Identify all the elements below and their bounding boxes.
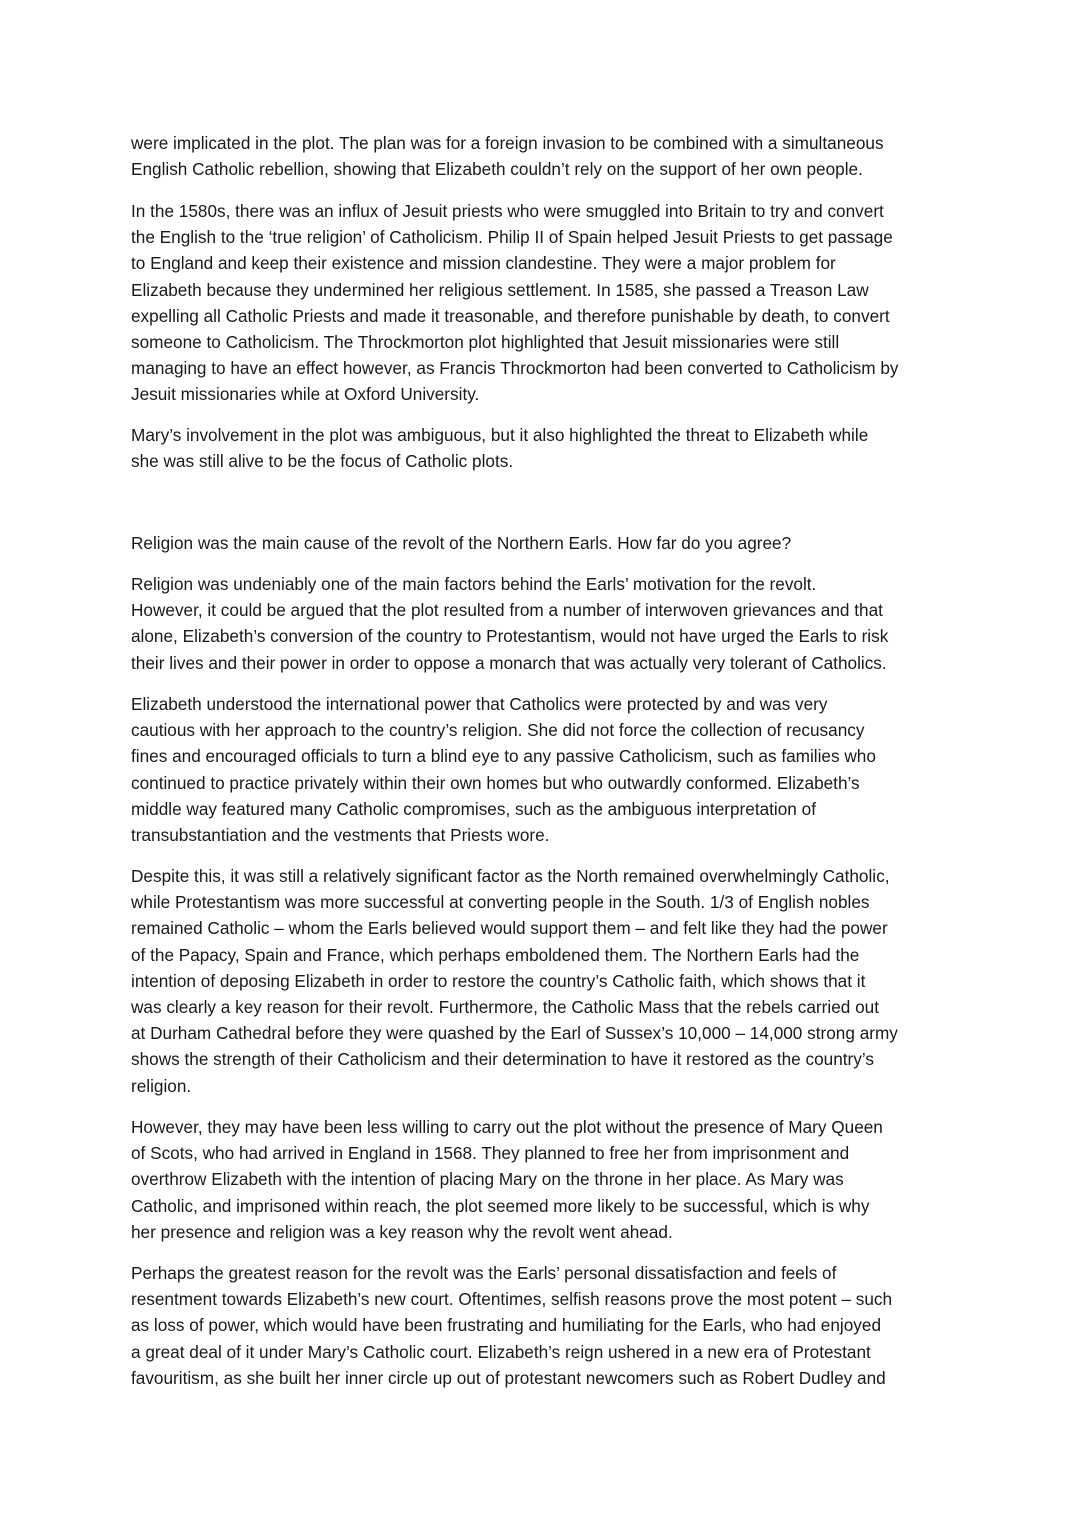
text-line: middle way featured many Catholic compromises, such as the ambiguous interpretation of bbox=[131, 798, 816, 819]
text-line: Mary’s involvement in the plot was ambiguous, but it also highlighted the threat to Elizabeth while bbox=[131, 425, 869, 445]
essay-question bbox=[131, 530, 961, 556]
text-line: Jesuit missionaries while at Oxford University. bbox=[131, 384, 480, 405]
text-line: at Durham Cathedral before they were quashed by the Earl of Sussex’s 10,000 – 14,000 strong army bbox=[131, 1023, 898, 1044]
paragraph-jesuit-priests bbox=[131, 198, 961, 408]
text-line: fines and encouraged officials to turn a blind eye to any passive Catholicism, such as families who bbox=[131, 746, 876, 767]
paragraph-personal-dissatisfaction bbox=[131, 1260, 961, 1391]
paragraph-plot-implication bbox=[131, 130, 961, 182]
text-line: of Scots, who had arrived in England in 1568. They planned to free her from imprisonment and bbox=[131, 1143, 850, 1164]
paragraph-religion-factor bbox=[131, 571, 961, 676]
text-line: a great deal of it under Mary’s Catholic court. Elizabeth’s reign ushered in a new era of Protestant bbox=[131, 1341, 871, 1362]
text-line: continued to practice privately within their own homes but who outwardly conformed. Elizabeth’s bbox=[131, 772, 860, 793]
text-line: she was still alive to be the focus of Catholic plots. bbox=[131, 451, 514, 472]
text-line: Catholic, and imprisoned within reach, the plot seemed more likely to be successful, which is why bbox=[131, 1195, 870, 1216]
paragraph-mary-queen-of-scots bbox=[131, 1114, 961, 1245]
text-line: were implicated in the plot. The plan was for a foreign invasion to be combined with a simultaneous bbox=[131, 133, 884, 153]
text-line: of the Papacy, Spain and France, which perhaps emboldened them. The Northern Earls had the bbox=[131, 944, 860, 965]
text-line: managing to have an effect however, as Francis Throckmorton had been converted to Catholicism by bbox=[131, 358, 899, 379]
text-line: was clearly a key reason for their revolt. Furthermore, the Catholic Mass that the rebels carried out bbox=[131, 996, 879, 1017]
text-line: In the 1580s, there was an influx of Jesuit priests who were smuggled into Britain to try and convert bbox=[131, 201, 884, 221]
text-line: However, it could be argued that the plot resulted from a number of interwoven grievances and that bbox=[131, 600, 883, 621]
paragraph-elizabeth-caution bbox=[131, 691, 961, 848]
text-line: Religion was the main cause of the revolt of the Northern Earls. How far do you agree? bbox=[131, 533, 792, 553]
text-line: shows the strength of their Catholicism and their determination to have it restored as the country’s bbox=[131, 1049, 874, 1070]
text-line: However, they may have been less willing to carry out the plot without the presence of Mary Queen bbox=[131, 1117, 883, 1137]
text-line: the English to the ‘true religion’ of Catholicism. Philip II of Spain helped Jesuit Priests to get passage bbox=[131, 227, 893, 248]
text-line: their lives and their power in order to oppose a monarch that was actually very tolerant of Catholics. bbox=[131, 652, 887, 673]
text-line: cautious with her approach to the country’s religion. She did not force the collection of recusancy bbox=[131, 720, 865, 741]
text-line: resentment towards Elizabeth’s new court. Oftentimes, selfish reasons prove the most potent – such bbox=[131, 1289, 893, 1310]
text-line: favouritism, as she built her inner circle up out of protestant newcomers such as Robert Dudley and bbox=[131, 1367, 886, 1388]
text-line: Elizabeth because they undermined her religious settlement. In 1585, she passed a Treason Law bbox=[131, 279, 869, 300]
paragraph-mary-involvement bbox=[131, 422, 961, 474]
text-line: someone to Catholicism. The Throckmorton plot highlighted that Jesuit missionaries were still bbox=[131, 331, 840, 352]
text-line: intention of deposing Elizabeth in order to restore the country’s Catholic faith, which shows that it bbox=[131, 970, 866, 991]
text-line: transubstantiation and the vestments that Priests wore. bbox=[131, 824, 550, 845]
text-line: to England and keep their existence and mission clandestine. They were a major problem for bbox=[131, 253, 836, 274]
text-line: while Protestantism was more successful at converting people in the South. 1/3 of English nobles bbox=[131, 892, 870, 913]
paragraph-northern-catholicism bbox=[131, 863, 961, 1099]
text-line: overthrow Elizabeth with the intention of placing Mary on the throne in her place. As Mary was bbox=[131, 1169, 844, 1190]
text-line: as loss of power, which would have been frustrating and humiliating for the Earls, who had enjoyed bbox=[131, 1315, 882, 1336]
text-line: Despite this, it was still a relatively significant factor as the North remained overwhelmingly Catholic, bbox=[131, 866, 890, 886]
text-line: English Catholic rebellion, showing that Elizabeth couldn’t rely on the support of her own people. bbox=[131, 159, 863, 180]
text-line: alone, Elizabeth’s conversion of the country to Protestantism, would not have urged the Earls to risk bbox=[131, 626, 889, 647]
text-line: Perhaps the greatest reason for the revolt was the Earls’ personal dissatisfaction and feels of bbox=[131, 1263, 837, 1283]
text-line: her presence and religion was a key reason why the revolt went ahead. bbox=[131, 1221, 673, 1242]
text-line: religion. bbox=[131, 1075, 192, 1096]
text-line: Elizabeth understood the international power that Catholics were protected by and was very bbox=[131, 694, 828, 714]
text-line: Religion was undeniably one of the main factors behind the Earls’ motivation for the revolt. bbox=[131, 574, 817, 594]
text-line: remained Catholic – whom the Earls believed would support them – and felt like they had the power bbox=[131, 918, 888, 939]
text-line: expelling all Catholic Priests and made it treasonable, and therefore punishable by death, to convert bbox=[131, 305, 890, 326]
